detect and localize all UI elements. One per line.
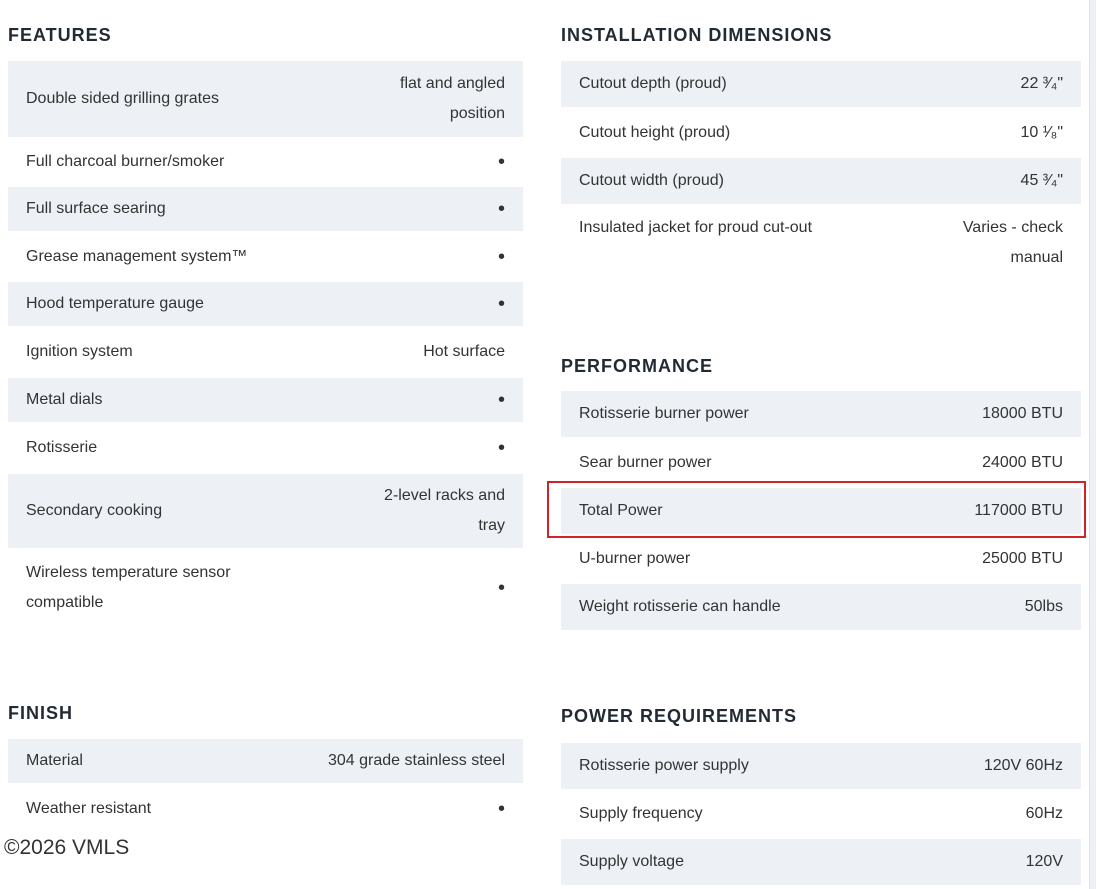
row-label: U-burner power — [579, 550, 691, 567]
row-value: 45 ³⁄₄" — [1020, 172, 1063, 189]
row-value: flat and angled position — [400, 75, 505, 122]
row-label: Grease management system™ — [26, 248, 248, 265]
power-requirements-heading: POWER REQUIREMENTS — [561, 706, 798, 726]
row-value: 24000 BTU — [982, 454, 1063, 471]
row-label: Double sided grilling grates — [26, 90, 219, 107]
row-label: Rotisserie power supply — [579, 757, 749, 774]
bullet-icon: • — [497, 246, 505, 268]
table-row — [561, 791, 1081, 837]
bullet-icon: • — [497, 198, 505, 220]
row-value: 304 grade stainless steel — [328, 752, 505, 769]
row-value: Varies - check manual — [962, 219, 1063, 266]
row-label: Full charcoal burner/smoker — [26, 153, 225, 170]
table-row — [8, 739, 523, 783]
row-label: Rotisserie — [26, 439, 98, 456]
row-value: 120V — [1025, 853, 1063, 870]
table-row — [8, 787, 523, 831]
row-label: Total Power — [579, 502, 663, 519]
row-label: Supply voltage — [579, 853, 684, 870]
finish-table — [8, 0, 523, 889]
row-label: Material — [26, 752, 83, 769]
bullet-icon: • — [497, 437, 505, 459]
row-value: 22 ³⁄₄" — [1020, 75, 1063, 92]
row-value: 2-level racks and tray — [384, 487, 505, 534]
features-heading: FEATURES — [8, 25, 112, 45]
row-value: 50lbs — [1024, 598, 1063, 615]
row-value: Hot surface — [423, 343, 505, 360]
row-label: Wireless temperature sensor compatible — [26, 564, 231, 611]
row-label: Metal dials — [26, 391, 103, 408]
row-label: Cutout depth (proud) — [579, 75, 727, 92]
bullet-icon: • — [497, 389, 505, 411]
row-label: Secondary cooking — [26, 502, 163, 519]
row-value: 120V 60Hz — [983, 757, 1063, 774]
row-label: Ignition system — [26, 343, 133, 360]
bullet-icon: • — [497, 151, 505, 173]
bullet-icon: • — [497, 293, 505, 315]
finish-heading: FINISH — [8, 703, 74, 723]
row-value: 25000 BTU — [982, 550, 1063, 567]
row-label: Rotisserie burner power — [579, 405, 749, 422]
row-value: 10 ¹⁄₈" — [1020, 124, 1063, 141]
performance-heading: PERFORMANCE — [561, 356, 714, 376]
row-label: Insulated jacket for proud cut-out — [579, 219, 813, 236]
row-value: 60Hz — [1025, 805, 1063, 822]
row-label: Weather resistant — [26, 800, 152, 817]
row-label: Cutout height (proud) — [579, 124, 731, 141]
right-edge-border — [1089, 0, 1096, 889]
row-value: 117000 BTU — [974, 502, 1063, 519]
row-label: Cutout width (proud) — [579, 172, 724, 189]
row-label: Supply frequency — [579, 805, 703, 822]
row-label: Full surface searing — [26, 200, 166, 217]
table-row — [561, 743, 1081, 789]
row-label: Hood temperature gauge — [26, 295, 204, 312]
installation-heading: INSTALLATION DIMENSIONS — [561, 25, 833, 45]
bullet-icon: • — [497, 798, 505, 820]
power-requirements-table — [561, 0, 1081, 889]
row-label: Sear burner power — [579, 454, 712, 471]
table-row — [561, 839, 1081, 885]
copyright-watermark: ©2026 VMLS — [4, 836, 130, 859]
row-label: Weight rotisserie can handle — [579, 598, 781, 615]
bullet-icon: • — [497, 577, 505, 599]
row-value: 18000 BTU — [982, 405, 1063, 422]
